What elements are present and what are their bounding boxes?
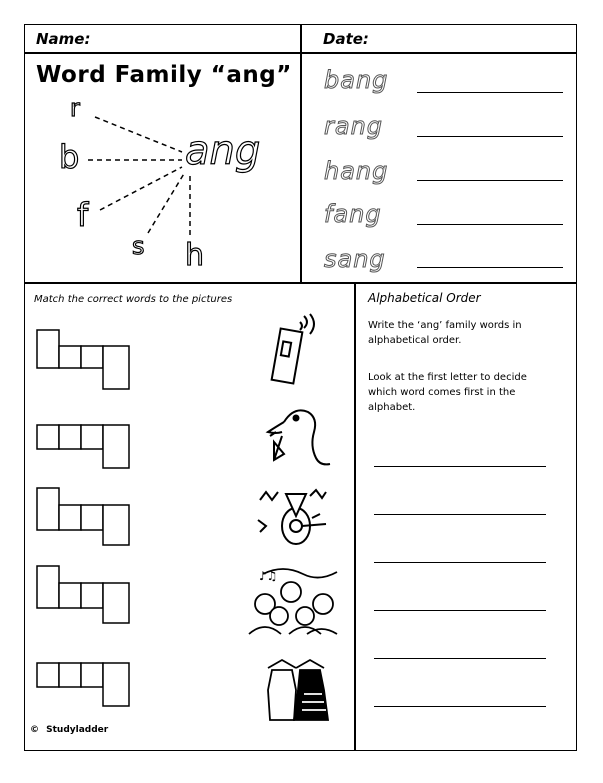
answer-line[interactable] <box>417 267 563 268</box>
alphabetical-answer-line[interactable] <box>374 610 546 611</box>
match-instruction: Match the correct words to the pictures <box>34 294 233 305</box>
letter-b: b <box>59 138 80 176</box>
trace-word: rang <box>324 112 384 140</box>
name-label: Name: <box>36 30 91 48</box>
answer-line[interactable] <box>417 224 563 225</box>
trace-word: hang <box>324 157 389 185</box>
letter-f: f <box>77 196 89 234</box>
fang-bird-icon <box>262 402 332 468</box>
alphabetical-answer-line[interactable] <box>374 658 546 659</box>
page-title: Word Family “ang” <box>36 62 292 88</box>
center-ang: ang <box>185 128 261 174</box>
letter-r: r <box>70 94 80 122</box>
bell-icon <box>270 312 326 388</box>
svg-text:♪♫: ♪♫ <box>259 569 278 583</box>
letter-s: s <box>132 232 145 260</box>
word-shape-box[interactable] <box>36 565 132 625</box>
date-label: Date: <box>323 30 369 48</box>
answer-line[interactable] <box>417 136 563 137</box>
alphabetical-answer-line[interactable] <box>374 466 546 467</box>
hanging-clothes-icon <box>262 652 334 724</box>
alphabetical-heading: Alphabetical Order <box>368 291 481 305</box>
word-shape-box[interactable] <box>36 329 132 391</box>
word-shape-box[interactable] <box>36 487 132 547</box>
alphabetical-answer-line[interactable] <box>374 562 546 563</box>
copyright-icon: © <box>30 725 39 735</box>
letter-h: h <box>185 238 205 273</box>
footer-brand <box>30 725 108 735</box>
answer-line[interactable] <box>417 180 563 181</box>
alphabetical-answer-line[interactable] <box>374 514 546 515</box>
trace-word: bang <box>324 66 389 94</box>
word-shape-box[interactable] <box>36 662 132 708</box>
gong-bang-icon <box>252 486 332 548</box>
trace-word: sang <box>324 245 386 273</box>
trace-word: fang <box>324 200 382 228</box>
alphabetical-instruction-2: Look at the first letter to decide which word comes first in the alphabet. <box>368 372 527 413</box>
brand-name: Studyladder <box>46 725 109 735</box>
alphabetical-instruction-1: Write the ‘ang’ family words in alphabetical order. <box>368 320 522 346</box>
singing-group-icon <box>245 564 341 636</box>
answer-line[interactable] <box>417 92 563 93</box>
alphabetical-answer-line[interactable] <box>374 706 546 707</box>
word-shape-box[interactable] <box>36 424 132 470</box>
